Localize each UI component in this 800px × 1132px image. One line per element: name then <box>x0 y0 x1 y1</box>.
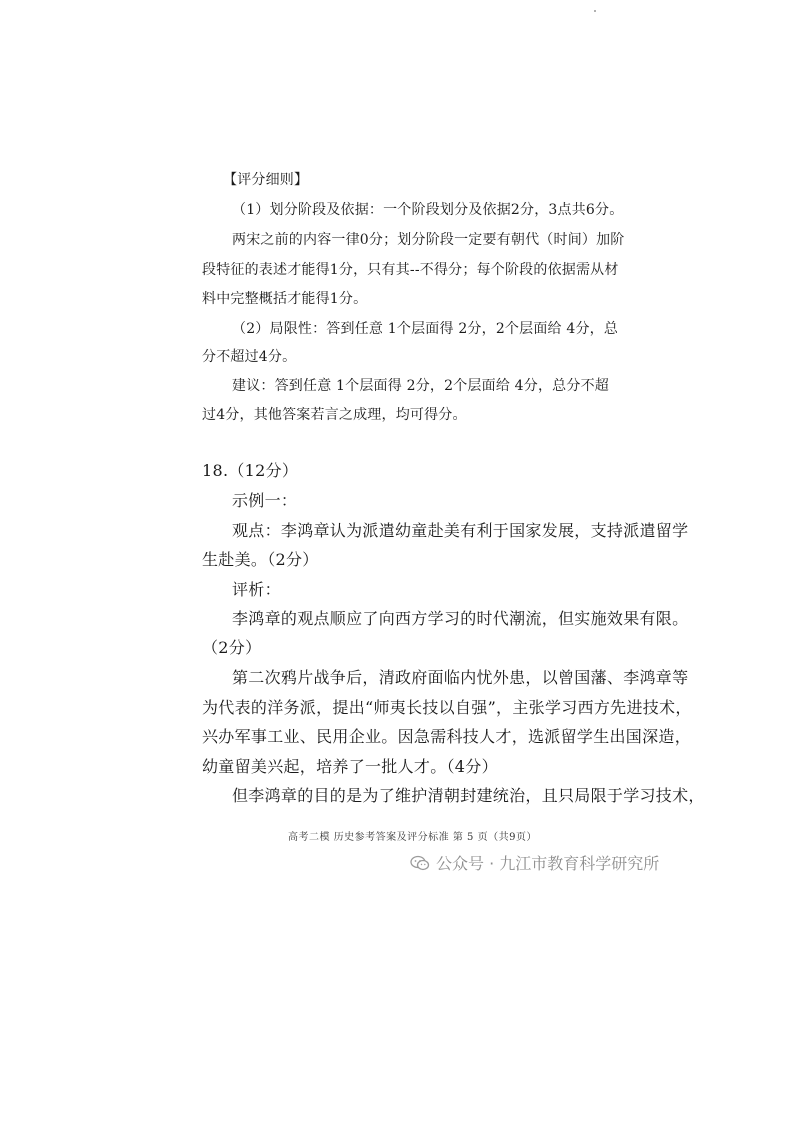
answer-line: 为代表的洋务派，提出“师夷长技以自强”，主张学习西方先进技术， <box>202 698 692 717</box>
watermark-text: 公众号 · 九江市教育科学研究所 <box>436 854 660 873</box>
rules-line: 过4分，其他答案若言之成理，均可得分。 <box>202 407 467 423</box>
rules-line: 建议：答到任意 1个层面得 2分，2个层面给 4分，总分不超 <box>232 378 609 394</box>
answer-line: 李鸿章的观点顺应了向西方学习的时代潮流，但实施效果有限。 <box>232 609 689 628</box>
answer-line: 但李鸿章的目的是为了维护清朝封建统治，且只局限于学习技术， <box>232 786 705 805</box>
answer-line: 评析： <box>232 580 281 599</box>
answer-line: 幼童留美兴起，培养了一批人才。（4分） <box>202 757 498 776</box>
answer-line: 观点：李鸿章认为派遣幼童赴美有利于国家发展，支持派遣留学 <box>232 521 689 540</box>
answer-line: 生赴美。（2分） <box>202 550 319 569</box>
rules-heading: 【评分细则】 <box>223 172 309 188</box>
answer-line: 兴办军事工业、民用企业。因急需科技人才，选派留学生出国深造， <box>202 727 692 746</box>
rules-line: 分不超过4分。 <box>202 349 297 365</box>
question-header: 18.（12分） <box>202 461 299 480</box>
answer-line: 示例一： <box>232 491 298 510</box>
scan-speck <box>594 10 596 12</box>
answer-line: （2分） <box>202 638 262 657</box>
rules-line: （2）局限性：答到任意 1个层面得 2分，2个层面给 4分，总 <box>232 321 619 337</box>
page-footer: 高考二模 历史参考答案及评分标准 第 5 页（共9页） <box>288 832 537 843</box>
watermark <box>410 851 659 874</box>
rules-line: 两宋之前的内容一律0分；划分阶段一定要有朝代（时间）加阶 <box>232 232 625 248</box>
rules-line: （1）划分阶段及依据：一个阶段划分及依据2分，3点共6分。 <box>232 202 624 218</box>
rules-line: 段特征的表述才能得1分，只有其--不得分；每个阶段的依据需从材 <box>202 262 619 278</box>
wechat-icon <box>410 855 430 871</box>
answer-line: 第二次鸦片战争后，清政府面临内忧外患，以曾国藩、李鸿章等 <box>232 668 689 687</box>
rules-line: 料中完整概括才能得1分。 <box>202 291 368 307</box>
